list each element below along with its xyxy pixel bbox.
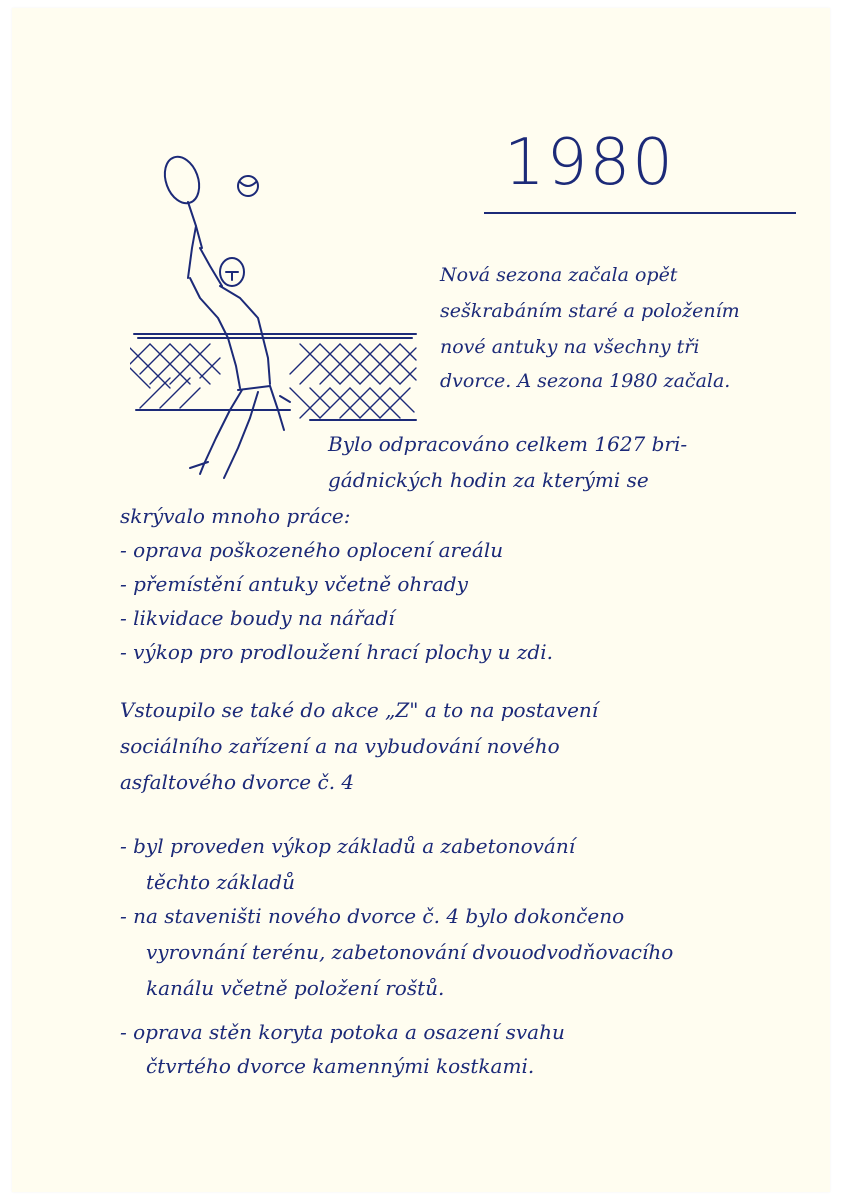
list2-line: - na staveništi nového dvorce č. 4 bylo dokončeno bbox=[120, 904, 625, 928]
list2-line: kanálu včetně položení roštů. bbox=[146, 976, 445, 1000]
list2-line: - oprava stěn koryta potoka a osazení svahu bbox=[120, 1020, 565, 1044]
title-underline bbox=[484, 212, 796, 214]
paragraph1-line-2: gádnických hodin za kterými se bbox=[328, 468, 649, 492]
notebook-page bbox=[12, 8, 830, 1192]
paragraph1-line-3: skrývalo mnoho práce: bbox=[120, 504, 351, 528]
list2-line: čtvrtého dvorce kamennými kostkami. bbox=[146, 1054, 535, 1078]
page-title: 1980 bbox=[504, 126, 675, 200]
intro-line-2: seškrabáním staré a položením bbox=[440, 300, 740, 322]
list2-line: těchto základů bbox=[146, 870, 295, 894]
list2-line: vyrovnání terénu, zabetonování dvouodvodňovacího bbox=[146, 940, 674, 964]
intro-line-3: nové antuky na všechny tři bbox=[440, 336, 700, 358]
paragraph1-line-1: Bylo odpracováno celkem 1627 bri- bbox=[328, 432, 688, 456]
list1-item: - oprava poškozeného oplocení areálu bbox=[120, 538, 504, 562]
intro-line-1: Nová sezona začala opět bbox=[440, 264, 678, 286]
paragraph2-line-1: Vstoupilo se také do akce „Z" a to na postavení bbox=[120, 698, 599, 722]
paragraph2-line-3: asfaltového dvorce č. 4 bbox=[120, 770, 355, 794]
list1-item: - likvidace boudy na nářadí bbox=[120, 606, 395, 630]
intro-line-4: dvorce. A sezona 1980 začala. bbox=[440, 370, 731, 392]
list1-item: - výkop pro prodloužení hrací plochy u zdi. bbox=[120, 640, 553, 664]
paragraph2-line-2: sociálního zařízení a na vybudování nového bbox=[120, 734, 560, 758]
list2-line: - byl proveden výkop základů a zabetonování bbox=[120, 834, 576, 858]
list1-item: - přemístění antuky včetně ohrady bbox=[120, 572, 468, 596]
